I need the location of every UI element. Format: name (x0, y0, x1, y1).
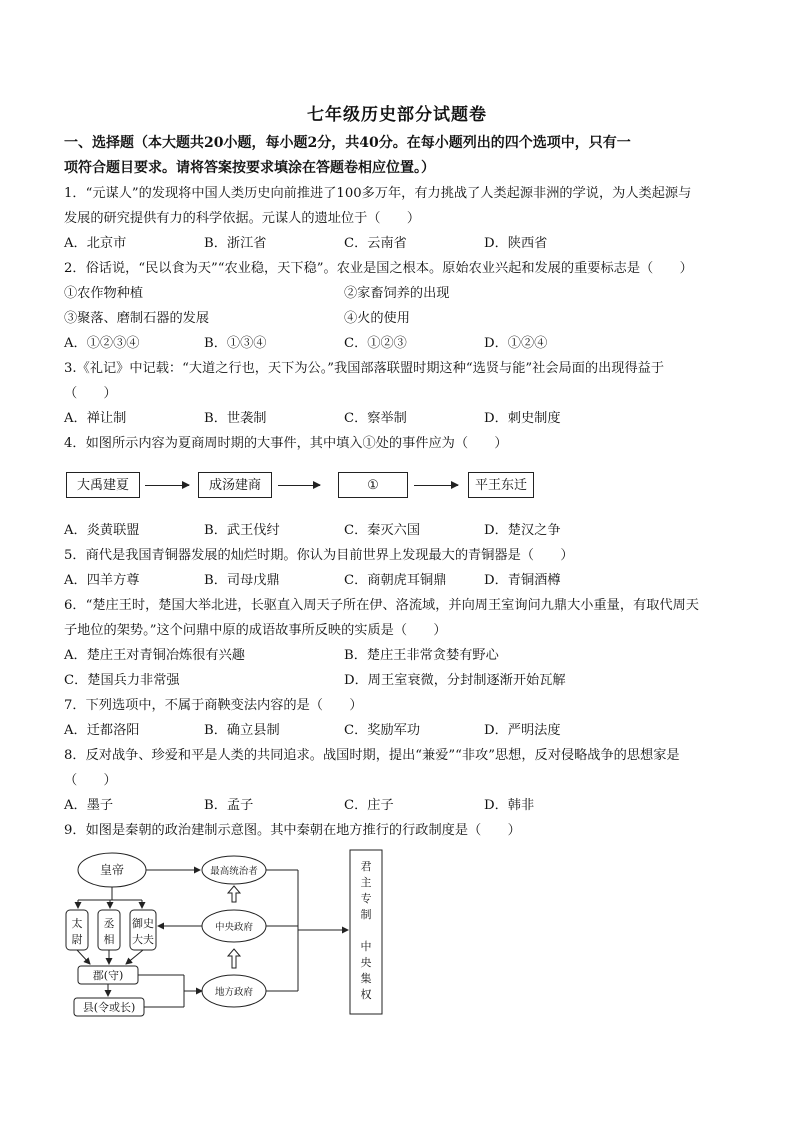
question-3-option-d: D．刺史制度 (484, 411, 561, 426)
question-5-option-b: B．司母戊鼎 (204, 573, 280, 588)
question-1-text-line-1: 1．“元谋人”的发现将中国人类历史向前推进了100多万年，有力挑战了人类起源非洲的学说，为人类起源与 (64, 186, 692, 201)
question-8-text-line-1: 8．反对战争、珍爱和平是人类的共同追求。战国时期，提出“兼爱”“非攻”思想，反对侵略战争的思想家是 (64, 748, 680, 763)
right-box-char-2: 主 (360, 876, 372, 889)
question-2-item-1: ①农作物种植 (64, 286, 144, 301)
question-1-option-c: C．云南省 (344, 236, 407, 251)
question-2-text-line-1: 2．俗话说，“民以食为天”“农业稳，天下稳”。农业是国之根本。原始农业兴起和发展的重要标志是（ ） (64, 261, 693, 276)
question-7-option-c: C．奖励军功 (344, 723, 421, 738)
question-6-option-a: A．楚庄王对青铜冶炼很有兴趣 (64, 648, 245, 663)
question-7-option-b: B．确立县制 (204, 723, 280, 738)
chengxiang-label-1: 丞 (103, 917, 115, 930)
question-2-option-a: A．①②③④ (64, 336, 140, 351)
page-title: 七年级历史部分试题卷 (307, 105, 487, 125)
question-6-text-line-1: 6．“楚庄王时，楚国大举北进，长驱直入周天子所在伊、洛流域，并向周王室询问九鼎大小重量，有取代周天 (64, 598, 699, 613)
question-4-option-c: C．秦灭六国 (344, 523, 421, 538)
question-2-item-3: ③聚落、磨制石器的发展 (64, 311, 210, 326)
question-5-option-a: A．四羊方尊 (64, 573, 140, 588)
section-heading (64, 131, 734, 181)
right-box-char-6: 中 (360, 940, 372, 953)
question-5-option-d: D．青铜酒樽 (484, 573, 561, 588)
timeline-event-4: 平王东迁 (468, 472, 534, 498)
right-box-char-1: 君 (360, 860, 372, 873)
question-8-text-line-2: （ ） (64, 773, 117, 788)
question-7-option-a: A．迁都洛阳 (64, 723, 140, 738)
question-1-option-d: D．陕西省 (484, 236, 548, 251)
xian-label: 县(令或长) (82, 1001, 136, 1014)
question-5-text-line-1: 5．商代是我国青铜器发展的灿烂时期。你认为目前世界上发现最大的青铜器是（ ） (64, 548, 574, 563)
timeline-arrow-icon (145, 485, 189, 486)
yushi-label-1: 御史 (132, 917, 154, 930)
timeline-arrow-icon (414, 485, 458, 486)
question-2-option-d: D．①②④ (484, 336, 548, 351)
question-7-text-line-1: 7．下列选项中，不属于商鞅变法内容的是（ ） (64, 698, 363, 713)
taiwei-label-2: 尉 (71, 933, 83, 946)
question-4-option-d: D．楚汉之争 (484, 523, 561, 538)
section-heading-line-2: 项符合题目要求。请将答案按要求填涂在答题卷相应位置。） (64, 160, 435, 176)
question-6-option-d: D．周王室衰微，分封制逐渐开始瓦解 (344, 673, 566, 688)
question-6-text-line-2: 子地位的架势。”这个问鼎中原的成语故事所反映的实质是（ ） (64, 623, 447, 638)
question-8-option-c: C．庄子 (344, 798, 394, 813)
question-4-text-line-1: 4．如图所示内容为夏商周时期的大事件，其中填入①处的事件应为（ ） (64, 436, 508, 451)
question-9-text-line-1: 9．如图是秦朝的政治建制示意图。其中秦朝在地方推行的行政制度是（ ） (64, 823, 521, 838)
right-box-char-7: 央 (360, 956, 372, 969)
question-6-option-c: C．楚国兵力非常强 (64, 673, 180, 688)
question-3-option-c: C．察举制 (344, 411, 407, 426)
question-2-item-4: ④火的使用 (344, 311, 410, 326)
question-4-option-a: A．炎黄联盟 (64, 523, 140, 538)
right-box-char-3: 专 (360, 892, 372, 905)
timeline-event-2: 成汤建商 (198, 472, 272, 498)
chengxiang-label-2: 相 (103, 933, 115, 946)
taiwei-label-1: 太 (71, 917, 83, 930)
timeline-event-blank: ① (338, 472, 408, 498)
section-heading-line-1: 一、选择题（本大题共20小题，每小题2分，共40分。在每小题列出的四个选项中，只有一 (64, 135, 631, 151)
yushi-label-2: 大夫 (132, 933, 154, 946)
question-8-option-b: B．孟子 (204, 798, 254, 813)
question-8-option-d: D．韩非 (484, 798, 535, 813)
question-3-text-line-1: 3.《礼记》中记载：“大道之行也，天下为公。”我国部落联盟时期这种“选贤与能”社会局面的出现得益于 (64, 361, 665, 376)
question-2-option-b: B．①③④ (204, 336, 267, 351)
question-6-option-b: B．楚庄王非常贪婪有野心 (344, 648, 499, 663)
question-4-option-b: B．武王伐纣 (204, 523, 280, 538)
right-box-char-8: 集 (360, 972, 372, 985)
question-1-option-b: B．浙江省 (204, 236, 267, 251)
supreme-ruler-label: 最高统治者 (210, 866, 258, 877)
up-arrow-icon (228, 949, 240, 968)
question-7-option-d: D．严明法度 (484, 723, 561, 738)
question-1-text-line-2: 发展的研究提供有力的科学依据。元谋人的遗址位于（ ） (64, 211, 421, 226)
timeline-arrow-icon (278, 485, 320, 486)
question-3-text-line-2: （ ） (64, 386, 117, 401)
question-1-option-a: A．北京市 (64, 236, 127, 251)
timeline-event-1: 大禹建夏 (66, 472, 140, 498)
question-8-option-a: A．墨子 (64, 798, 114, 813)
right-box-char-4: 制 (360, 908, 372, 921)
local-gov-label: 地方政府 (214, 987, 254, 998)
question-2-item-2: ②家畜饲养的出现 (344, 286, 450, 301)
emperor-label: 皇帝 (99, 863, 125, 877)
question-5-option-c: C．商朝虎耳铜鼎 (344, 573, 447, 588)
right-box-char-9: 权 (360, 988, 372, 1001)
question-2-option-c: C．①②③ (344, 336, 407, 351)
question-3-option-a: A．禅让制 (64, 411, 127, 426)
central-gov-label: 中央政府 (214, 922, 254, 933)
question-3-option-b: B．世袭制 (204, 411, 267, 426)
qin-political-structure-diagram (64, 846, 394, 1018)
jun-label: 郡(守) (92, 969, 124, 982)
up-arrow-icon (228, 886, 240, 902)
